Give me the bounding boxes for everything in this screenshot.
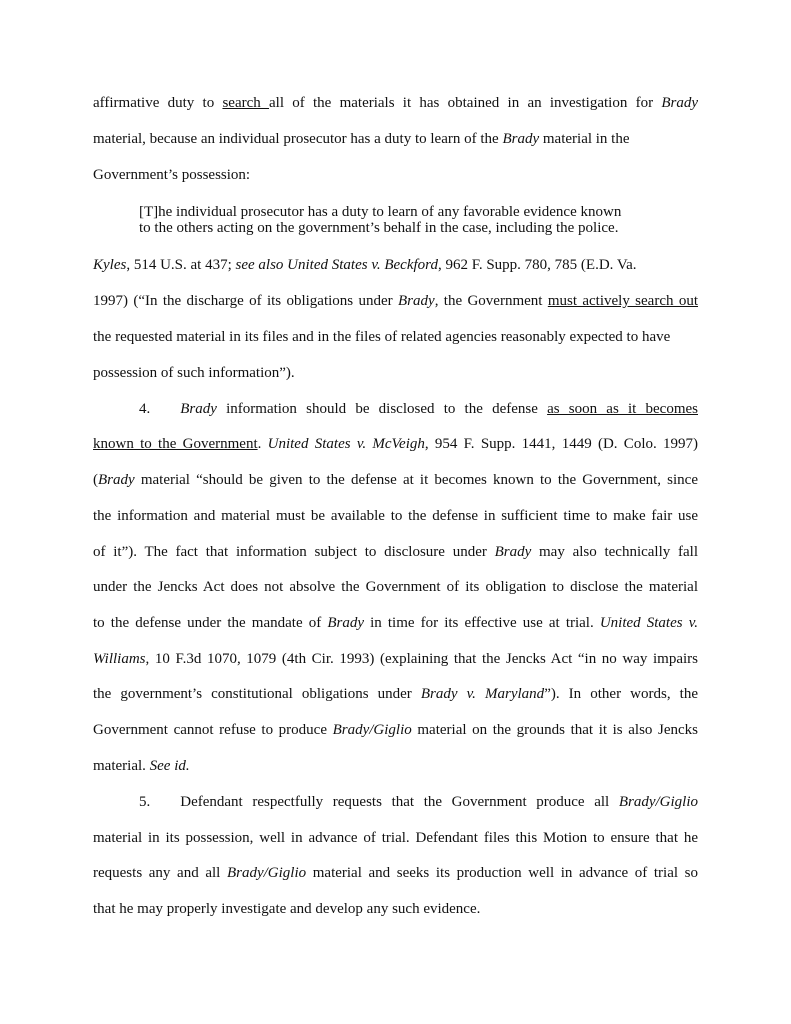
italic-text: Brady	[398, 293, 435, 309]
text-run: the requested material in its files and in the files of related agencies reasonably expected to have	[93, 329, 671, 345]
italic-text: Brady/Giglio	[618, 794, 698, 810]
underlined-text: search	[222, 95, 270, 111]
text-run: material, because an individual prosecutor has a duty to learn of the	[93, 131, 503, 147]
text-line	[93, 94, 698, 112]
text-line	[93, 685, 698, 703]
text-line	[93, 650, 698, 668]
text-run: 4.	[139, 401, 151, 417]
text-run: of it”). The fact that information subject to disclosure under	[93, 544, 495, 560]
text-line	[93, 507, 698, 525]
italic-text: Brady v. Maryland	[420, 686, 545, 702]
text-line	[93, 829, 698, 847]
text-run: material in the	[539, 131, 630, 147]
text-run: the information and material must be available to the defense in sufficient time to make fair use	[93, 508, 698, 524]
italic-text: United States v. McVeigh	[267, 436, 425, 452]
italic-text: Brady	[502, 131, 540, 147]
text-run: , 962 F. Supp. 780, 785 (E.D. Va.	[437, 257, 637, 273]
text-line	[93, 578, 698, 596]
italic-text: United States v.	[599, 615, 698, 631]
text-line	[93, 864, 698, 882]
text-run: requests any and all	[93, 865, 227, 881]
text-line	[93, 256, 698, 274]
text-run: Government cannot refuse to produce	[93, 722, 333, 738]
italic-text: See id.	[149, 758, 190, 774]
text-run: 1997) (“In the discharge of its obligations under	[93, 293, 399, 309]
text-run: affirmative duty to	[93, 95, 223, 111]
text-run: information should be disclosed to the defense	[216, 401, 548, 417]
text-line	[93, 400, 698, 418]
text-line	[93, 721, 698, 739]
text-line	[93, 900, 698, 918]
text-run: , the Government	[434, 293, 548, 309]
text-run: 5.	[139, 794, 151, 810]
italic-text: Brady	[661, 95, 699, 111]
text-run: that he may properly investigate and develop any such evidence.	[93, 901, 481, 917]
text-run: to the defense under the mandate of	[93, 615, 328, 631]
text-line	[93, 328, 698, 346]
text-line	[93, 364, 698, 382]
text-run: , 514 U.S. at 437;	[126, 257, 236, 273]
text-run: (	[93, 472, 98, 488]
italic-text: Brady/Giglio	[226, 865, 307, 881]
text-run: material.	[93, 758, 150, 774]
text-run: under the Jencks Act does not absolve the Government of its obligation to disclose the material	[93, 579, 698, 595]
text-run: material on the grounds that it is also Jencks	[411, 722, 698, 738]
text-run: possession of such information”).	[93, 365, 295, 381]
text-line	[93, 757, 698, 775]
text-line	[93, 614, 698, 632]
italic-text: Brady	[327, 615, 364, 631]
text-run: , 954 F. Supp. 1441, 1449 (D. Colo. 1997)	[424, 436, 698, 452]
italic-text: Brady	[98, 472, 135, 488]
block-quote-line	[139, 219, 659, 237]
italic-text: Williams	[93, 651, 146, 667]
text-run: all of the materials it has obtained in an investigation for	[269, 95, 662, 111]
text-run: Government’s possession:	[93, 167, 251, 183]
text-line	[93, 435, 698, 453]
text-line	[93, 543, 698, 561]
underlined-text: known to the Government	[93, 436, 258, 452]
text-run: .	[257, 436, 268, 452]
italic-text: see also United States v. Beckford	[235, 257, 438, 273]
text-line	[93, 130, 698, 148]
text-run: Defendant respectfully requests that the Government produce all	[180, 794, 619, 810]
italic-text: Brady	[180, 401, 217, 417]
text-run: material and seeks its production well in advance of trial so	[306, 865, 699, 881]
text-run: material “should be given to the defense at it becomes known to the Government, since	[134, 472, 698, 488]
text-run: to the others acting on the government’s behalf in the case, including the police.	[139, 220, 619, 236]
text-run: [T]he individual prosecutor has a duty to learn of any favorable evidence known	[139, 204, 622, 220]
text-run: ”). In other words, the	[544, 686, 698, 702]
text-run: in time for its effective use at trial.	[363, 615, 600, 631]
text-run: may also technically fall	[531, 544, 698, 560]
text-line	[93, 793, 698, 811]
text-run: material in its possession, well in advance of trial. Defendant files this Motion to ensure that he	[93, 830, 698, 846]
underlined-text: must actively search out	[547, 293, 699, 309]
text-line	[93, 292, 698, 310]
text-line	[93, 166, 698, 184]
underlined-text: as soon as it becomes	[547, 401, 698, 417]
text-run: , 10 F.3d 1070, 1079 (4th Cir. 1993) (explaining that the Jencks Act “in no way impairs	[145, 651, 698, 667]
italic-text: Brady/Giglio	[332, 722, 412, 738]
text-run: the government’s constitutional obligations under	[93, 686, 421, 702]
text-line	[93, 471, 698, 489]
italic-text: Kyles	[93, 257, 127, 273]
italic-text: Brady	[494, 544, 532, 560]
